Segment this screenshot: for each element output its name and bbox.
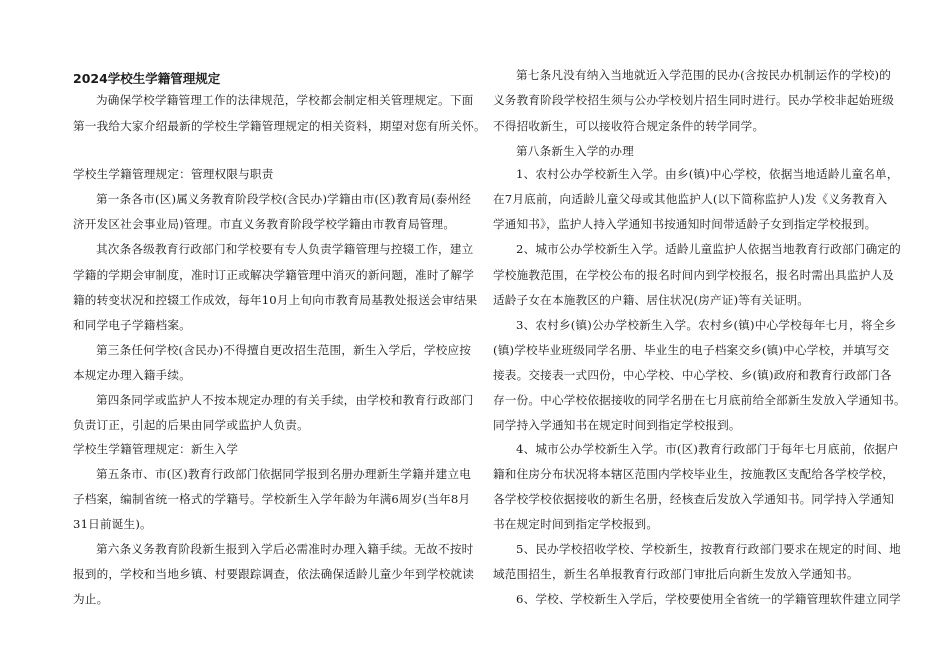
section-heading: 学校生学籍管理规定：新生入学 bbox=[73, 442, 239, 456]
paragraph-line: 本规定办理入籍手续。 bbox=[73, 368, 191, 382]
paragraph-line: 和同学电子学籍档案。 bbox=[73, 318, 191, 332]
paragraph-line: 第七条凡没有纳入当地就近入学范围的民办(含按民办机制运作的学校)的 bbox=[516, 68, 892, 82]
paragraph-line: 为确保学校学籍管理工作的法律规范，学校都会制定相关管理规定。下面 bbox=[96, 93, 474, 107]
paragraph-line: 学籍的学期会审制度，准时订正或解决学籍管理中消灭的新问题，准时了解学 bbox=[73, 268, 474, 282]
paragraph-line: 济开发区社会事业局)管理。市直义务教育阶段学校学籍由市教育局管理。 bbox=[73, 217, 456, 231]
paragraph-line: 接表。交接表一式四份，中心学校、中心学校、乡(镇)政府和教育行政部门各 bbox=[493, 368, 892, 382]
paragraph-line: 3、农村乡(镇)公办学校新生入学。农村乡(镇)中心学校每年七月，将全乡 bbox=[516, 318, 897, 332]
section-heading: 学校生学籍管理规定：管理权限与职责 bbox=[73, 167, 274, 181]
paragraph-line: 域范围招生，新生名单报教育行政部门审批后向新生发放入学通知书。 bbox=[493, 567, 859, 581]
paragraph-line: 第一我给大家介绍最新的学校生学籍管理规定的相关资料，期望对您有所关怀。 bbox=[73, 119, 486, 133]
paragraph-line: (镇)学校毕业班级同学名册、毕业生的电子档案交乡(镇)中心学校，并填写交 bbox=[493, 343, 890, 357]
paragraph-line: 适龄子女在本施教区的户籍、居住状况(房产证)等有关证明。 bbox=[493, 293, 810, 307]
paragraph-line: 6、学校、学校新生入学后，学校要使用全省统一的学籍管理软件建立同学 bbox=[516, 592, 901, 606]
paragraph-line: 籍的转变状况和控辍工作成效，每年10月上旬向市教育局基教处报送会审结果 bbox=[73, 293, 478, 307]
paragraph-line: 学校施教范围，在学校公布的报名时间内到学校报名，报名时需出具监护人及 bbox=[493, 268, 894, 282]
paragraph-line: 报到的，学校和当地乡镇、村要跟踪调查，依法确保适龄儿童少年到学校就读 bbox=[73, 567, 474, 581]
paragraph-line: 在7月底前，向适龄儿童父母或其他监护人(以下简称监护人)发《义务教育入 bbox=[493, 192, 888, 206]
paragraph-line: 31日前诞生)。 bbox=[73, 517, 152, 531]
paragraph-line: 第一条各市(区)属义务教育阶段学校(含民办)学籍由市(区)教育局(泰州经 bbox=[96, 192, 472, 206]
paragraph-line: 同学持入学通知书在规定时间到指定学校报到。 bbox=[493, 418, 741, 432]
paragraph-line: 第五条市、市(区)教育行政部门依据同学报到名册办理新生学籍并建立电 bbox=[96, 467, 472, 481]
document-title: 2024学校生学籍管理规定 bbox=[73, 71, 221, 86]
paragraph-line: 1、农村公办学校新生入学。由乡(镇)中心学校，依据当地适龄儿童名单， bbox=[516, 167, 899, 181]
paragraph-line: 4、城市公办学校新生入学。市(区)教育行政部门于每年七月底前，依据户 bbox=[516, 442, 899, 456]
paragraph-line: 5、民办学校招收学校、学校新生，按教育行政部门要求在规定的时间、地 bbox=[516, 542, 901, 556]
paragraph-line: 学通知书》，监护人持入学通知书按通知时间带适龄子女到指定学校报到。 bbox=[493, 217, 877, 231]
paragraph-line: 各学校学校依据接收的新生名册，经核查后发放入学通知书。同学持入学通知 bbox=[493, 492, 894, 506]
paragraph-line: 不得招收新生，可以接收符合规定条件的转学同学。 bbox=[493, 119, 765, 133]
paragraph-line: 其次条各级教育行政部门和学校要有专人负责学籍管理与控辍工作，建立 bbox=[96, 242, 474, 256]
paragraph-line: 第六条义务教育阶段新生报到入学后必需准时办理入籍手续。无故不按时 bbox=[96, 542, 474, 556]
paragraph-line: 子档案，编制省统一格式的学籍号。学校新生入学年龄为年满6周岁(当年8月 bbox=[73, 492, 471, 506]
paragraph-line: 存一份。中心学校依据接收的同学名册在七月底前给全部新生发放入学通知书。 bbox=[493, 393, 906, 407]
paragraph-line: 义务教育阶段学校招生须与公办学校划片招生同时进行。民办学校非起始班级 bbox=[493, 93, 894, 107]
paragraph-line: 书在规定时间到指定学校报到。 bbox=[493, 517, 659, 531]
paragraph-line: 籍和住房分布状况将本辖区范围内学校毕业生，按施教区支配给各学校学校， bbox=[493, 467, 894, 481]
section-heading: 第八条新生入学的办理 bbox=[516, 144, 634, 158]
paragraph-line: 2、城市公办学校新生入学。适龄儿童监护人依据当地教育行政部门确定的 bbox=[516, 242, 901, 256]
paragraph-line: 为止。 bbox=[73, 592, 109, 606]
paragraph-line: 负责订正，引起的后果由同学或监护人负责。 bbox=[73, 418, 309, 432]
paragraph-line: 第三条任何学校(含民办)不得擅自更改招生范围，新生入学后，学校应按 bbox=[96, 343, 472, 357]
paragraph-line: 第四条同学或监护人不按本规定办理的有关手续，由学校和教育行政部门 bbox=[96, 393, 474, 407]
